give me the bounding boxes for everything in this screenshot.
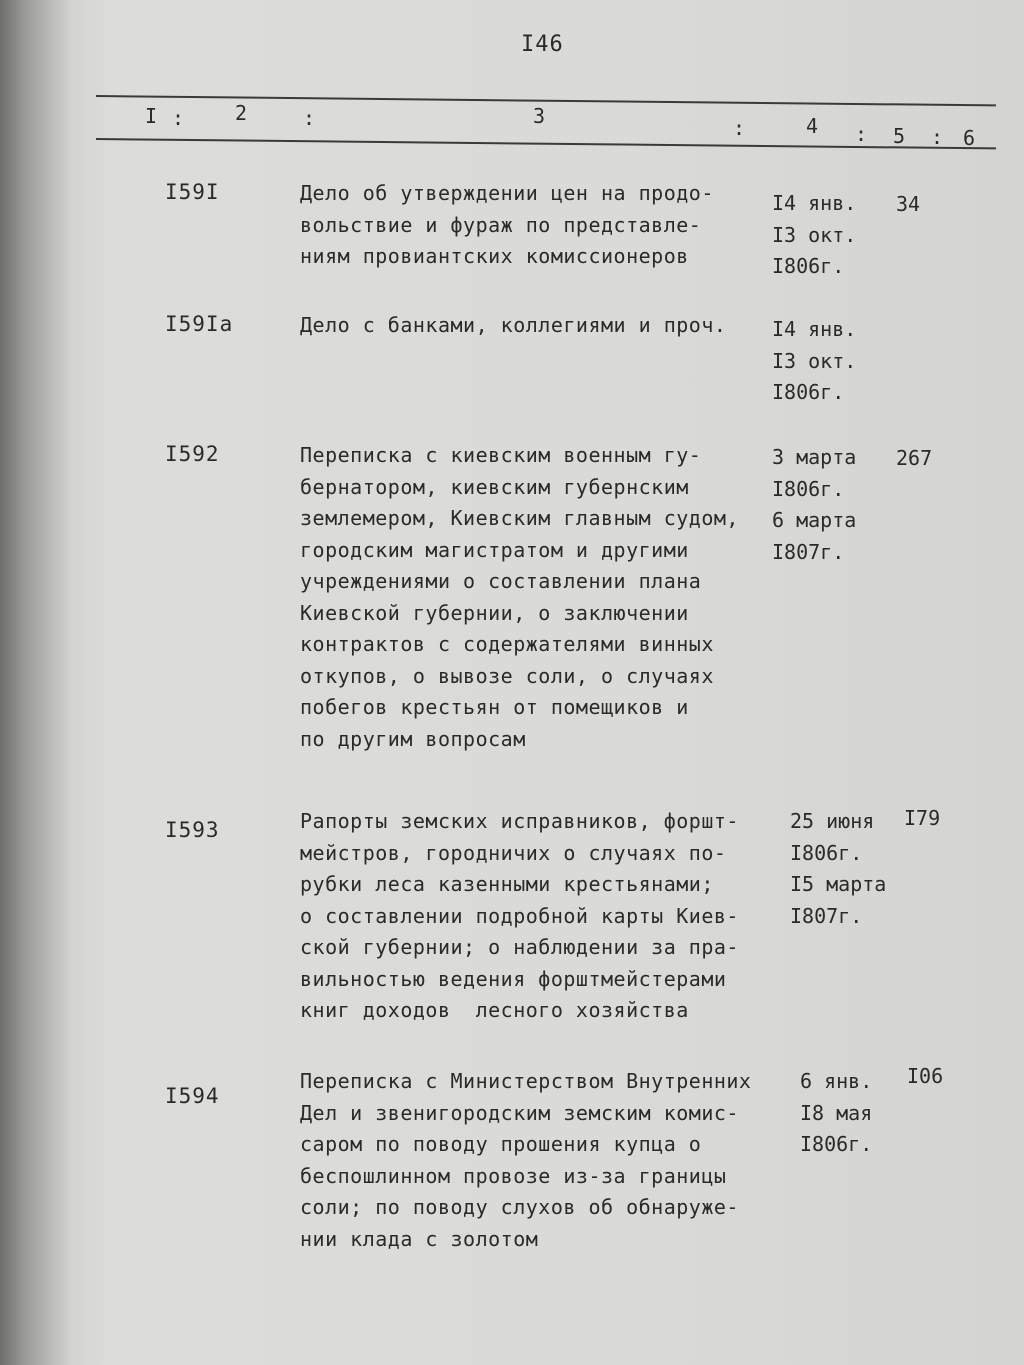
description-line: нии клада с золотом — [300, 1226, 539, 1251]
description-line: контрактов с содержателями винных — [300, 632, 714, 656]
description-line: рубки леса казенными крестьянами; — [300, 872, 714, 896]
entry-number: I593 — [165, 818, 220, 842]
entry-number: I594 — [165, 1084, 220, 1108]
description-line: откупов, о вывозе соли, о случаях — [300, 663, 714, 688]
entry-number: I59I — [165, 180, 220, 204]
header-separator: : — [931, 125, 944, 149]
description-line: мейстров, городничих о случаях по- — [300, 840, 727, 865]
entry-dates — [772, 314, 897, 409]
entry-description — [300, 440, 780, 755]
date-line: I806г. — [790, 840, 863, 865]
description-line: Дело с банками, коллегиями и проч. — [300, 313, 727, 337]
header-col-3: 3 — [533, 104, 546, 128]
entry-description — [300, 178, 780, 273]
date-line: 3 марта — [772, 445, 857, 469]
entry-description — [300, 1066, 800, 1255]
header-col-5: 5 — [893, 124, 906, 148]
description-line: землемером, Киевским главным судом, — [300, 506, 739, 530]
entry-dates — [772, 188, 897, 283]
entry-sheet-count: I06 — [907, 1064, 944, 1088]
entry-dates — [790, 806, 915, 932]
date-line: I807г. — [772, 539, 845, 564]
description-line: городским магистратом и другими — [300, 537, 689, 562]
description-line: ской губернии; о наблюдении за пра- — [300, 935, 739, 959]
date-line: I3 окт. — [772, 348, 857, 373]
description-line: соли; по поводу слухов об обнаруже- — [300, 1195, 739, 1219]
entry-sheet-count: I79 — [904, 806, 941, 830]
entry-sheet-count: 267 — [896, 446, 933, 470]
entry-number: I592 — [165, 442, 220, 466]
header-col-1: I — [145, 104, 158, 128]
description-line: Дело об утверждении цен на продо- — [300, 181, 714, 205]
description-line: Переписка с киевским военным гу- — [300, 443, 702, 467]
description-line: Киевской губернии, о заключении — [300, 600, 689, 625]
page-number: I46 — [521, 32, 564, 57]
date-line: I4 янв. — [772, 191, 857, 215]
date-line: I8 мая — [800, 1100, 873, 1125]
description-line: вильностью ведения форштмейстерами — [300, 966, 727, 991]
description-line: Переписка с Министерством Внутренних — [300, 1069, 752, 1093]
header-col-6: 6 — [963, 126, 976, 150]
date-line: I806г. — [772, 254, 845, 278]
date-line: I806г. — [800, 1132, 873, 1156]
date-line: I4 янв. — [772, 317, 857, 341]
description-line: вольствие и фураж по представле- — [300, 212, 702, 237]
description-line: саром по поводу прошения купца о — [300, 1132, 702, 1156]
header-separator: : — [172, 106, 185, 130]
date-line: I5 марта — [790, 872, 887, 896]
entry-dates — [772, 442, 897, 568]
date-line: I806г. — [772, 476, 845, 501]
description-line: беспошлинном провозе из-за границы — [300, 1163, 727, 1188]
header-rule-top — [96, 95, 996, 106]
header-separator: : — [733, 116, 746, 140]
book-spine-shadow — [0, 0, 70, 1365]
entry-number: I59Iа — [165, 312, 234, 336]
description-line: побегов крестьян от помещиков и — [300, 695, 689, 719]
description-line: бернатором, киевским губернским — [300, 474, 689, 499]
description-line: Дел и звенигородским земским комис- — [300, 1100, 739, 1125]
entry-description — [300, 806, 780, 1027]
header-separator: : — [303, 106, 316, 130]
entry-sheet-count: 34 — [896, 192, 921, 216]
date-line: I807г. — [790, 903, 863, 928]
date-line: 6 янв. — [800, 1069, 873, 1093]
description-line: учреждениями о составлении плана — [300, 569, 702, 593]
description-line: по другим вопросам — [300, 726, 526, 751]
description-line: ниям провиантских комиссионеров — [300, 244, 689, 268]
description-line: о составлении подробной карты Киев- — [300, 903, 739, 928]
header-separator: : — [855, 122, 868, 146]
header-col-4: 4 — [806, 114, 819, 138]
date-line: 6 марта — [772, 508, 857, 532]
description-line: Рапорты земских исправников, форшт- — [300, 809, 739, 833]
entry-description — [300, 310, 780, 342]
description-line: книг доходов лесного хозяйства — [300, 998, 689, 1022]
header-col-2: 2 — [235, 101, 248, 125]
date-line: I806г. — [772, 380, 845, 404]
date-line: 25 июня — [790, 809, 875, 833]
date-line: I3 окт. — [772, 222, 857, 247]
